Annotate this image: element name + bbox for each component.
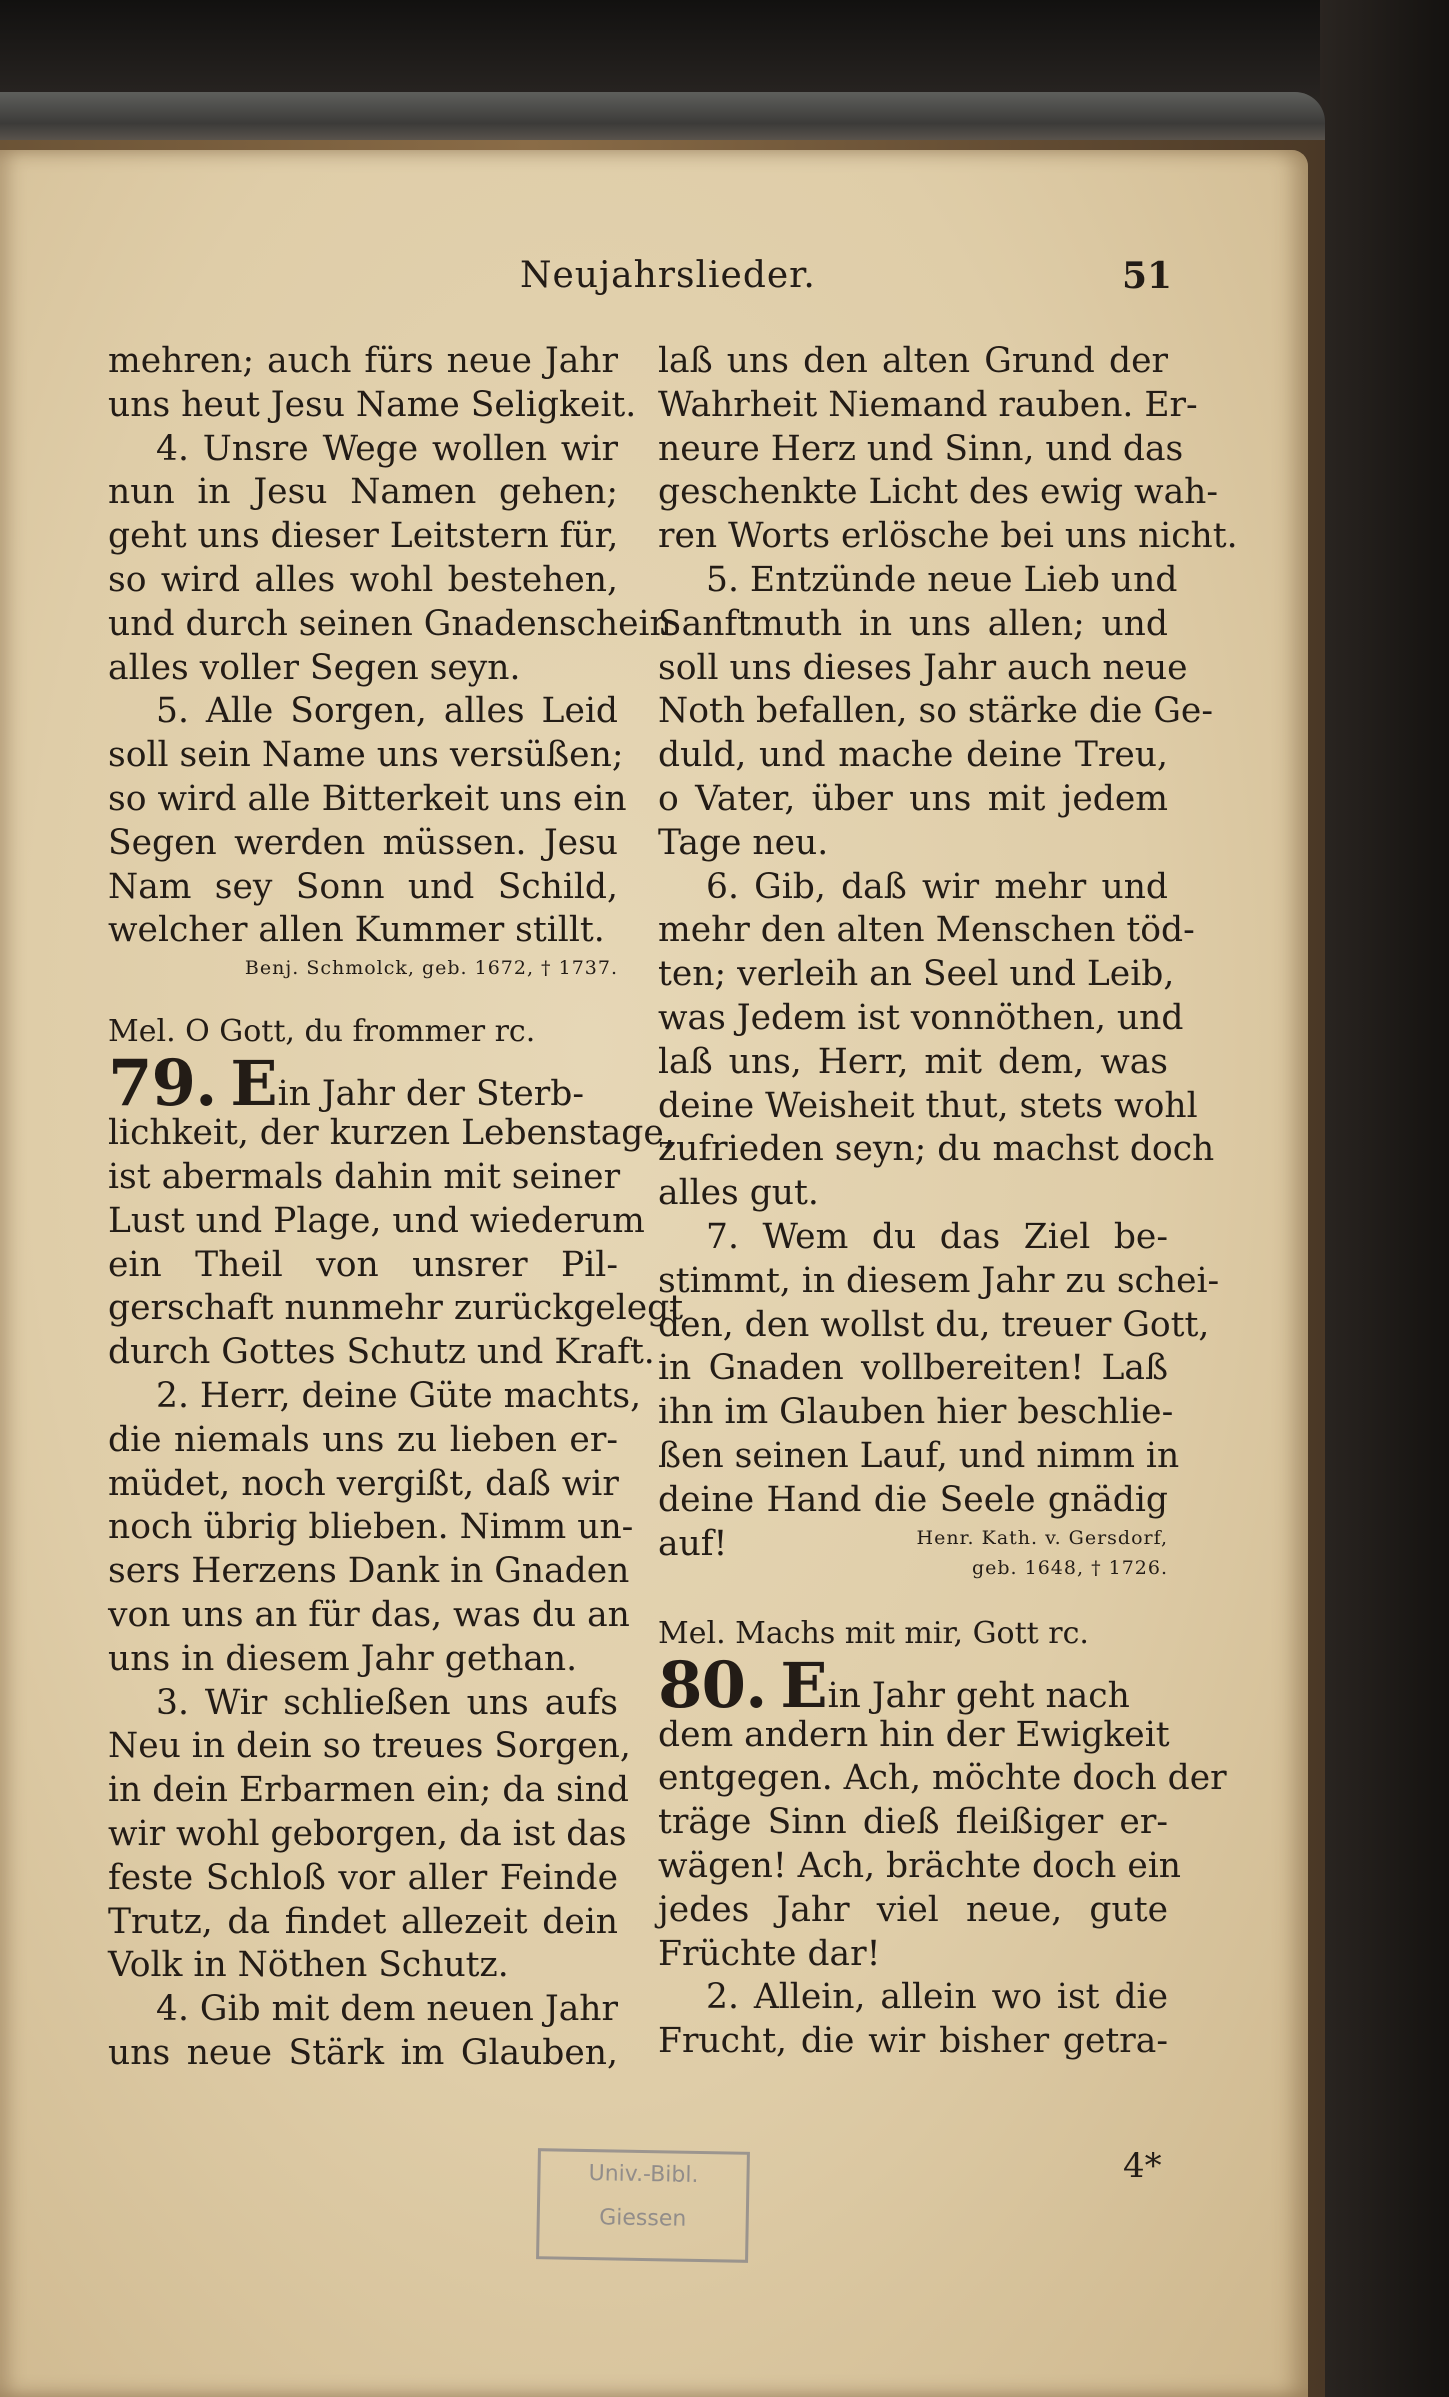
text-line: sers Herzens Dank in Gnaden bbox=[108, 1551, 630, 1592]
text-line: ren Worts erlösche bei uns nicht. bbox=[658, 516, 1238, 557]
text-line: ßen seinen Lauf, und nimm in bbox=[658, 1435, 1180, 1476]
text-line: entgegen. Ach, möchte doch der bbox=[658, 1758, 1227, 1799]
text-line: geschenkte Licht des ewig wah- bbox=[658, 472, 1219, 513]
drop-initial: E bbox=[230, 1047, 278, 1121]
text-line: so wird alle Bitterkeit uns ein bbox=[108, 778, 627, 819]
text-line: duld, und mache deine Treu, bbox=[658, 735, 1168, 776]
text-line: nun in Jesu Namen gehen; bbox=[108, 472, 618, 513]
text-line: deine Hand die Seele gnädig bbox=[658, 1479, 1168, 1520]
stamp-line: Univ.-Bibl. bbox=[588, 2161, 699, 2188]
text-line: 5. Entzünde neue Lieb und bbox=[706, 559, 1178, 600]
text-line: Noth befallen, so stärke die Ge- bbox=[658, 691, 1213, 732]
text-line: Frucht, die wir bisher getra- bbox=[658, 2021, 1168, 2062]
text-line: durch Gottes Schutz und Kraft. bbox=[108, 1332, 655, 1373]
melody-indication: Mel. O Gott, du frommer rc. bbox=[108, 1014, 536, 1050]
text-line: o Vater, über uns mit jedem bbox=[658, 778, 1168, 819]
text-line: Nam sey Sonn und Schild, bbox=[108, 866, 618, 907]
text-line: was Jedem ist vonnöthen, und bbox=[658, 997, 1184, 1038]
text-line: von uns an für das, was du an bbox=[108, 1594, 630, 1635]
text-line: zufrieden seyn; du machst doch bbox=[658, 1129, 1215, 1170]
attribution-dates: geb. 1648, † 1726. bbox=[971, 1556, 1168, 1579]
text-line: 4. Unsre Wege wollen wir bbox=[156, 428, 618, 469]
text-line: in Gnaden vollbereiten! Laß bbox=[658, 1348, 1168, 1389]
text-line: in dein Erbarmen ein; da sind bbox=[108, 1770, 630, 1811]
text-line: Wahrheit Niemand rauben. Er- bbox=[658, 384, 1198, 425]
text-line: mehr den alten Menschen töd- bbox=[658, 910, 1195, 951]
text-line: uns neue Stärk im Glauben, bbox=[108, 2032, 618, 2073]
page-number: 51 bbox=[1122, 255, 1173, 297]
hymn-heading bbox=[108, 1046, 618, 1122]
text-line: Neu in dein so treues Sorgen, bbox=[108, 1726, 631, 1767]
background-right bbox=[1320, 0, 1449, 2397]
stamp-line: Giessen bbox=[598, 2205, 687, 2232]
text-line: geht uns dieser Leitstern für, bbox=[108, 516, 619, 557]
text-line: noch übrig blieben. Nimm un- bbox=[108, 1507, 634, 1548]
hymn-first-line: in Jahr der Sterb- bbox=[277, 1074, 585, 1115]
text-line: Trutz, da findet allezeit dein bbox=[108, 1901, 618, 1942]
text-line: 6. Gib, daß wir mehr und bbox=[706, 866, 1168, 907]
hymn-heading bbox=[658, 1647, 1168, 1723]
author-attribution bbox=[917, 1523, 1169, 1583]
hymn-first-line: in Jahr geht nach bbox=[827, 1675, 1130, 1716]
text-line: ten; verleih an Seel und Leib, bbox=[658, 954, 1175, 995]
text-line: so wird alles wohl bestehen, bbox=[108, 559, 618, 600]
text-line: den, den wollst du, treuer Gott, bbox=[658, 1304, 1210, 1345]
running-header bbox=[0, 255, 1308, 305]
hymn-number: 80. bbox=[658, 1647, 767, 1723]
text-line: 7. Wem du das Ziel be- bbox=[706, 1216, 1168, 1257]
text-line: Früchte dar! bbox=[658, 1933, 881, 1974]
text-line: Segen werden müssen. Jesu bbox=[108, 822, 618, 863]
left-column bbox=[108, 340, 684, 2076]
text-line: 3. Wir schließen uns aufs bbox=[156, 1682, 618, 1723]
hymn-number: 79. bbox=[108, 1046, 217, 1122]
text-line: feste Schloß vor aller Feinde bbox=[108, 1857, 618, 1898]
right-column bbox=[658, 340, 1238, 2064]
text-line: gerschaft nunmehr zurückgelegt bbox=[108, 1288, 684, 1329]
text-line: und durch seinen Gnadenschein bbox=[108, 603, 672, 644]
signature-mark: 4* bbox=[1123, 2146, 1162, 2186]
text-line: alles gut. bbox=[658, 1173, 819, 1214]
text-line: Volk in Nöthen Schutz. bbox=[108, 1945, 509, 1986]
text-line: wir wohl geborgen, da ist das bbox=[108, 1813, 627, 1854]
text-line: 2. Herr, deine Güte machts, bbox=[156, 1375, 642, 1416]
drop-initial: E bbox=[780, 1648, 828, 1722]
text-line: mehren; auch fürs neue Jahr bbox=[108, 341, 618, 381]
text-line: laß uns, Herr, mit dem, was bbox=[658, 1041, 1168, 1082]
text-line: Lust und Plage, und wiederum bbox=[108, 1200, 645, 1241]
text-line: wägen! Ach, brächte doch ein bbox=[658, 1845, 1182, 1886]
text-line: stimmt, in diesem Jahr zu schei- bbox=[658, 1260, 1220, 1301]
melody-indication: Mel. Machs mit mir, Gott rc. bbox=[658, 1615, 1089, 1651]
text-line: alles voller Segen seyn. bbox=[108, 647, 521, 688]
stanza-end-with-attribution bbox=[658, 1523, 1168, 1585]
text-line: neure Herz und Sinn, und das bbox=[658, 428, 1184, 469]
text-line: 4. Gib mit dem neuen Jahr bbox=[156, 1989, 618, 2030]
text-line: träge Sinn dieß fleißiger er- bbox=[658, 1802, 1168, 1843]
text-line: ist abermals dahin mit seiner bbox=[108, 1156, 621, 1197]
text-line: auf! bbox=[658, 1523, 728, 1564]
text-line: ihn im Glauben hier beschlie- bbox=[658, 1392, 1174, 1433]
header-title: Neujahrslieder. bbox=[520, 255, 816, 296]
library-stamp bbox=[536, 2148, 750, 2263]
text-line: welcher allen Kummer stillt. bbox=[108, 910, 605, 951]
text-line: laß uns den alten Grund der bbox=[658, 341, 1168, 381]
text-line: deine Weisheit thut, stets wohl bbox=[658, 1085, 1198, 1126]
text-line: soll uns dieses Jahr auch neue bbox=[658, 647, 1188, 688]
text-line: soll sein Name uns versüßen; bbox=[108, 735, 624, 776]
text-line: Sanftmuth in uns allen; und bbox=[658, 603, 1168, 644]
text-line: lichkeit, der kurzen Lebenstage, bbox=[108, 1113, 675, 1154]
text-line: uns in diesem Jahr gethan. bbox=[108, 1638, 578, 1679]
text-line: 5. Alle Sorgen, alles Leid bbox=[156, 691, 618, 732]
text-line: 2. Allein, allein wo ist die bbox=[706, 1977, 1168, 2018]
text-line: die niemals uns zu lieben er- bbox=[108, 1419, 618, 1460]
attribution-name: Henr. Kath. v. Gersdorf, bbox=[916, 1526, 1168, 1549]
text-line: jedes Jahr viel neue, gute bbox=[658, 1889, 1168, 1930]
text-line: müdet, noch vergißt, daß wir bbox=[108, 1463, 619, 1504]
text-line: Tage neu. bbox=[658, 822, 829, 863]
author-attribution: Benj. Schmolck, geb. 1672, † 1737. bbox=[244, 957, 618, 980]
text-line: dem andern hin der Ewigkeit bbox=[658, 1714, 1170, 1755]
text-line: uns heut Jesu Name Seligkeit. bbox=[108, 384, 637, 425]
text-line: ein Theil von unsrer Pil- bbox=[108, 1244, 618, 1285]
